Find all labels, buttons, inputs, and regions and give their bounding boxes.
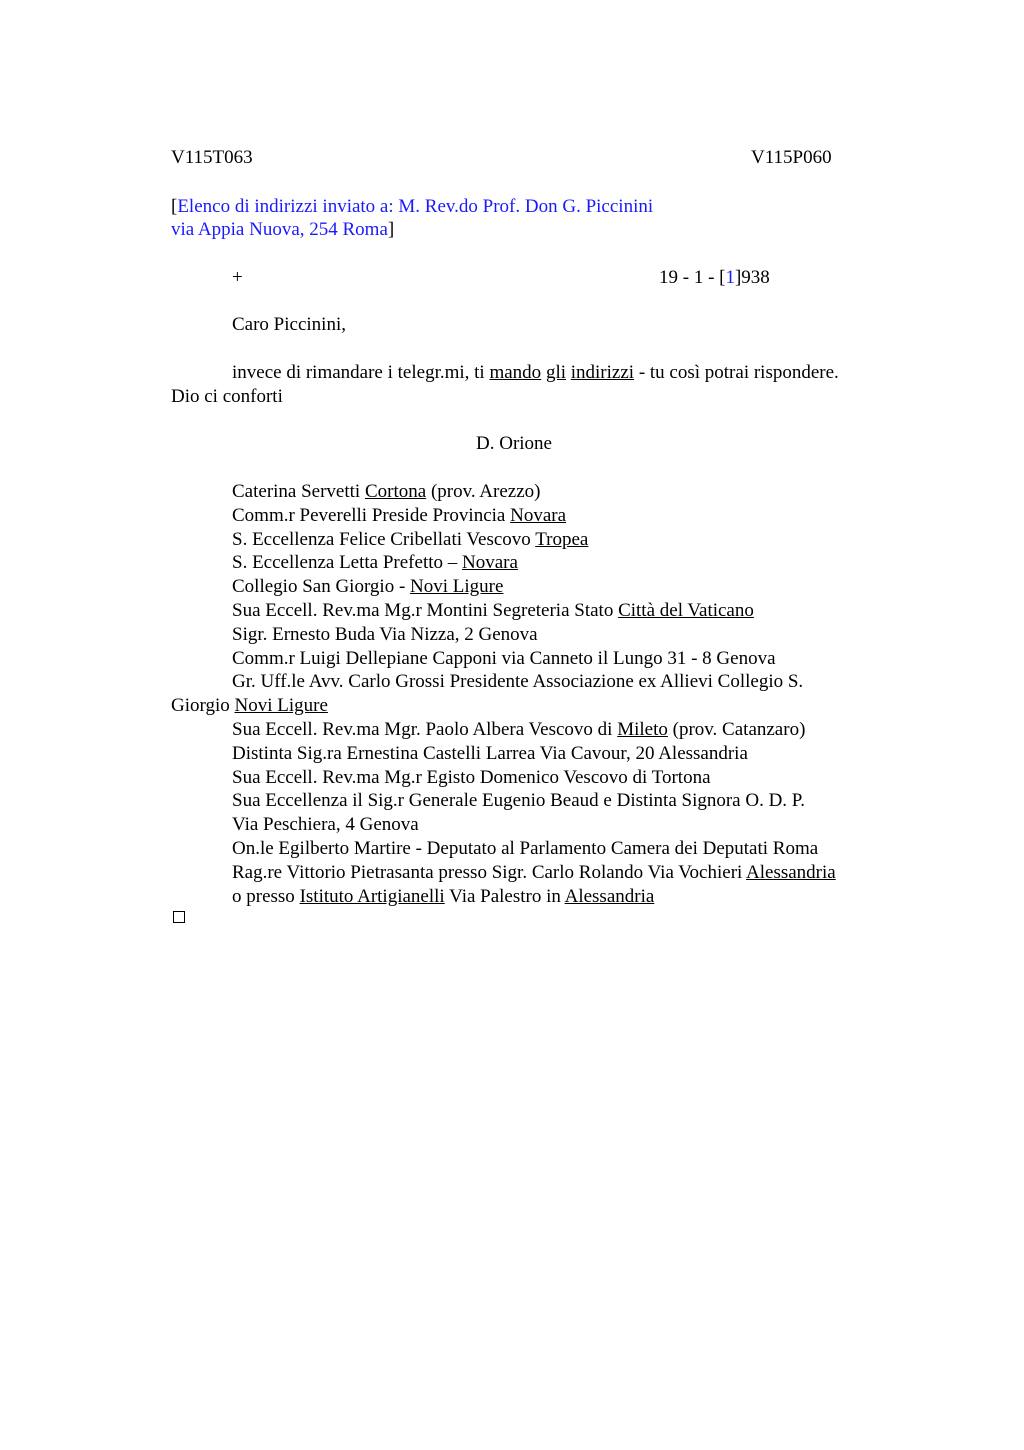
- cross-symbol: +: [232, 267, 243, 288]
- address-place: Cortona: [364, 481, 427, 502]
- address-item: Comm.r Luigi Dellepiane Capponi via Canneto il Lungo 31 - 8 Genova: [232, 647, 776, 669]
- editorial-note-line-1: [171, 195, 653, 219]
- address-item: [232, 599, 836, 623]
- address-text: o presso: [232, 885, 300, 907]
- address-place: Alessandria: [746, 861, 836, 883]
- address-item: Sua Eccell. Rev.ma Mg.r Egisto Domenico Vescovo di Tortona: [232, 766, 711, 788]
- note-text-2: via Appia Nuova, 254 Roma: [171, 219, 388, 240]
- end-marker-square-icon: [173, 911, 185, 923]
- address-item: [232, 861, 836, 885]
- doc-code-right: V115P060: [751, 147, 832, 168]
- address-item: Sua Eccellenza il Sig.r Generale Eugenio Beaud e Distinta Signora O. D. P.: [232, 790, 806, 812]
- salutation: Caro Piccinini,: [232, 314, 346, 335]
- note-close-bracket: ]: [387, 219, 395, 240]
- address-item: [232, 528, 836, 552]
- body-text: invece di rimandare i telegr.mi, ti: [232, 362, 490, 383]
- address-list: [171, 480, 836, 908]
- signature: D. Orione: [476, 433, 552, 454]
- body-line-2: Dio ci conforti: [171, 386, 283, 407]
- address-text: Collegio San Giorgio -: [232, 576, 411, 598]
- editorial-note-line-2: [171, 218, 394, 242]
- address-item: Sigr. Ernesto Buda Via Nizza, 2 Genova: [232, 623, 538, 645]
- underlined-word: mando: [489, 362, 542, 383]
- address-item: On.le Egilberto Martire - Deputato al Parlamento Camera dei Deputati Roma: [232, 837, 819, 859]
- address-text: Rag.re Vittorio Pietrasanta presso Sigr. Carlo Rolando Via Vochieri: [232, 861, 747, 883]
- address-place: Città del Vaticano: [618, 599, 754, 621]
- address-item: [232, 885, 836, 909]
- date-prefix: 19 - 1 - [: [659, 267, 726, 288]
- address-text: S. Eccellenza Felice Cribellati Vescovo: [232, 528, 536, 550]
- underlined-word: indirizzi: [570, 362, 635, 383]
- address-place: Mileto: [617, 718, 668, 740]
- address-text: Sua Eccell. Rev.ma Mgr. Paolo Albera Vescovo di: [232, 718, 618, 740]
- address-text: Sua Eccell. Rev.ma Mg.r Montini Segreteria Stato: [232, 599, 619, 621]
- address-item: [232, 504, 836, 528]
- address-text: Comm.r Peverelli Preside Provincia: [232, 504, 511, 526]
- letter-date: [659, 266, 770, 290]
- address-item-continuation: [171, 694, 836, 718]
- note-open-bracket: [: [171, 196, 178, 217]
- date-suffix: ]938: [734, 267, 770, 288]
- address-item: [232, 718, 836, 742]
- address-item: [232, 575, 836, 599]
- address-text: S. Eccellenza Letta Prefetto –: [232, 552, 463, 574]
- address-text: (prov. Arezzo): [426, 481, 541, 502]
- address-place: Novara: [462, 552, 518, 574]
- body-line-1: [232, 361, 839, 385]
- body-text: - tu così potrai rispondere.: [634, 362, 839, 383]
- address-place: Alessandria: [564, 885, 655, 907]
- address-item: Gr. Uff.le Avv. Carlo Grossi Presidente Associazione ex Allievi Collegio S.: [232, 671, 804, 693]
- address-place: Novi Ligure: [410, 576, 504, 598]
- date-inserted-digit: 1: [725, 267, 735, 288]
- address-text: Caterina Servetti: [232, 481, 365, 502]
- address-item: [232, 480, 836, 504]
- address-text: Giorgio: [171, 695, 235, 717]
- address-item-continuation: Via Peschiera, 4 Genova: [232, 814, 419, 836]
- address-item: [232, 551, 836, 575]
- address-text: (prov. Catanzaro): [667, 718, 806, 740]
- underlined-word: gli: [545, 362, 566, 383]
- address-place: Novara: [510, 504, 567, 526]
- address-place: Tropea: [535, 528, 589, 550]
- address-place: Istituto Artigianelli: [299, 885, 445, 907]
- address-place: Novi Ligure: [234, 695, 328, 717]
- doc-code-left: V115T063: [171, 147, 253, 168]
- address-text: Via Palestro in: [444, 885, 565, 907]
- note-text-1: Elenco di indirizzi inviato a: M. Rev.do Prof. Don G. Piccinini: [177, 196, 654, 217]
- address-item: Distinta Sig.ra Ernestina Castelli Larrea Via Cavour, 20 Alessandria: [232, 742, 748, 764]
